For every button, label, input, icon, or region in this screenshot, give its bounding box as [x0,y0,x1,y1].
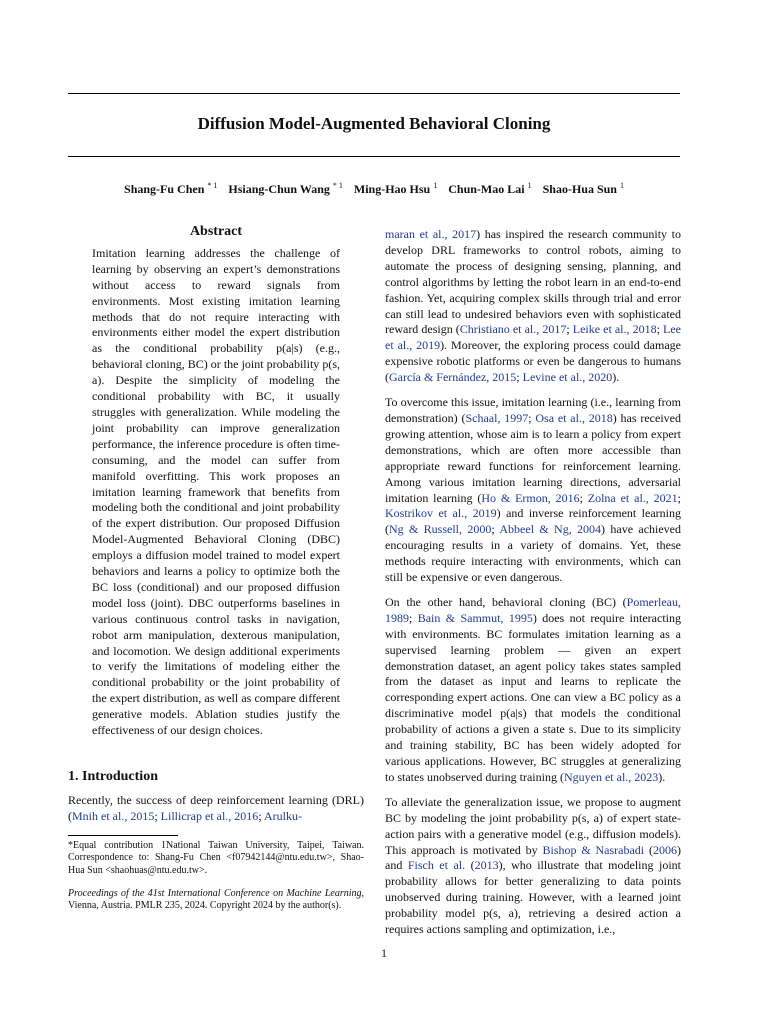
intro-paragraph: On the other hand, behavioral cloning (BC) (Pomerleau, 1989; Bain & Sammut, 1995) does not require interacting with environments. BC formulates imitation learning as a supervised learning problem — given an expert demonstration dataset, an agent policy takes states sampled from the dataset as input and learns to replicate the corresponding expert actions. One can view a BC policy as a discriminative model p(a|s) that models the conditional probability of actions a given a state s. Due to its simplicity and training stability, BC has been widely adopted for various applications. However, BC struggles at generalizing to states unobserved during training (Nguyen et al., 2023). [385,594,681,784]
citation-link[interactable]: García & Fernández, 2015 [389,370,517,385]
citation-link[interactable]: Christiano et al., 2017 [459,322,567,337]
citation-link[interactable]: Pomerleau, 1989 [385,594,681,625]
proceedings-note: Proceedings of the 41st International Conference on Machine Learning, Vienna, Austria. PMLR 235, 2024. Copyright 2024 by the author(s). [68,887,364,912]
introduction-heading: 1. Introduction [68,769,158,784]
citation-link[interactable]: Ho & Ermon, 2016 [481,490,580,505]
paper-title: Diffusion Model-Augmented Behavioral Cloning [197,114,551,133]
footnote: *Equal contribution 1National Taiwan University, Taipei, Taiwan. Correspondence to: Shang-Fu Chen <f07942144@ntu.edu.tw>, Shao-Hua Sun <shaohuas@ntu.edu.tw>. [68,839,364,876]
citation-link[interactable]: Ng & Russell, 2000 [389,522,492,537]
citation-link[interactable]: Zolna et al., 2021 [587,490,678,505]
author-list [68,181,680,197]
citation-link[interactable]: Schaal, 1997 [465,410,529,425]
abstract-heading: Abstract [189,224,243,239]
citation-link[interactable]: Lee et al., 2019 [385,322,681,353]
intro-paragraph: maran et al., 2017) has inspired the research community to develop DRL frameworks to control robots, aiming to automate the process of designing sensing, planning, and control algorithms by letting the robot learn in an end-to-end fashion. Yet, acquiring complex skills through trial and error can still lead to undesired behaviors even with sophisticated reward design (Christiano et al., 2017; Leike et al., 2018; Lee et al., 2019). Moreover, the exploring process could damage expensive robotic platforms or even be dangerous to humans (García & Fernández, 2015; Levine et al., 2020). [385,227,681,385]
abstract-text: Imitation learning addresses the challenge of learning by observing an expert’s demonstrations without access to reward signals from environments. Most existing imitation learning methods that do not require interacting with environments either model the expert distribution as the conditional probability p(a|s) (e.g., behavioral cloning, BC) or the joint probability p(s, a). Despite the simplicity of modeling the conditional probability with BC, it usually struggles with generalization. While modeling the joint probability can improve generalization performance, the inference procedure is often time-consuming, and the model can suffer from manifold overfitting. This work proposes an imitation learning framework that benefits from modeling both the conditional and joint probability of the expert distribution. Our proposed Diffusion Model-Augmented Behavioral Cloning (DBC) employs a diffusion model trained to model expert behaviors and learns a policy to optimize both the BC loss (conditional) and our proposed diffusion model loss (joint). DBC outperforms baselines in various continuous control tasks in navigation, robot arm manipulation, dexterous manipulation, and locomotion. We design additional experiments to verify the limitations of modeling either the conditional probability or the joint probability of the expert distribution, as well as compare different generative models. Ablation studies justify the effectiveness of our design choices. [92,245,340,738]
citation-link[interactable]: Bishop & Nasrabadi [542,842,645,857]
intro-paragraph: To alleviate the generalization issue, we propose to augment BC by modeling the joint probability p(s, a) of expert state-action pairs with a generative model (e.g., diffusion models). This approach is motivated by Bishop & Nasrabadi (2006) and Fisch et al. (2013), who illustrate that modeling joint probability allows for better generalizing to data points unobserved during training. However, with a learned joint probability model p(s, a), retrieving a desired action a requires actions sampling and optimization, i.e., [385,794,681,937]
citation-link[interactable]: Bain & Sammut, 1995 [417,610,533,625]
intro-paragraph: To overcome this issue, imitation learning (i.e., learning from demonstration) (Schaal, 1997; Osa et al., 2018) has received growing attention, whose aim is to learn a policy from expert demonstrations, which are often more accessible than appropriate reward functions for reinforcement learning. Among various imitation learning directions, adversarial imitation learning (Ho & Ermon, 2016; Zolna et al., 2021; Kostrikov et al., 2019) and inverse reinforcement learning (Ng & Russell, 2000; Abbeel & Ng, 2004) have achieved encouraging results in a variety of domains. Yet, these methods require interacting with environments, which can still be expensive or even dangerous. [385,395,682,585]
intro-paragraph: Recently, the success of deep reinforcement learning (DRL) (Mnih et al., 2015; Lillicrap et al., 2016; Arulku- [68,792,364,823]
page-number: 1 [381,946,387,960]
citation-link[interactable]: Nguyen et al., 2023 [563,769,659,784]
citation-link[interactable]: maran et al., 2017 [385,227,477,241]
citation-link[interactable]: Levine et al., 2020 [522,370,613,385]
citation-link[interactable]: Fisch et al. [407,858,466,873]
author: Shang-Fu Chen $^{* 1}$ [124,181,218,196]
citation-link[interactable]: Abbeel & Ng, 2004 [499,522,602,537]
citation-link[interactable]: Arulku- [263,808,302,823]
author: Chun-Mao Lai $^1$ [448,181,532,196]
citation-link[interactable]: Kostrikov et al., 2019 [385,506,497,521]
citation-link[interactable]: 2013 [474,858,499,873]
title-rule-bottom [68,156,680,157]
author: Hsiang-Chun Wang $^{* 1}$ [228,181,343,196]
left-column [68,224,364,913]
citation-link[interactable]: Leike et al., 2018 [572,322,657,337]
footnote-rule [68,835,178,836]
author: Shao-Hua Sun $^1$ [542,181,624,196]
citation-link[interactable]: Osa et al., 2018 [535,410,613,425]
citation-link[interactable]: 2006 [653,842,677,857]
right-column [385,227,681,938]
title-rule-top [68,93,680,94]
author: Ming-Hao Hsu $^1$ [353,181,438,196]
citation-link[interactable]: Lillicrap et al., 2016 [160,808,259,823]
citation-link[interactable]: Mnih et al., 2015 [72,808,155,823]
